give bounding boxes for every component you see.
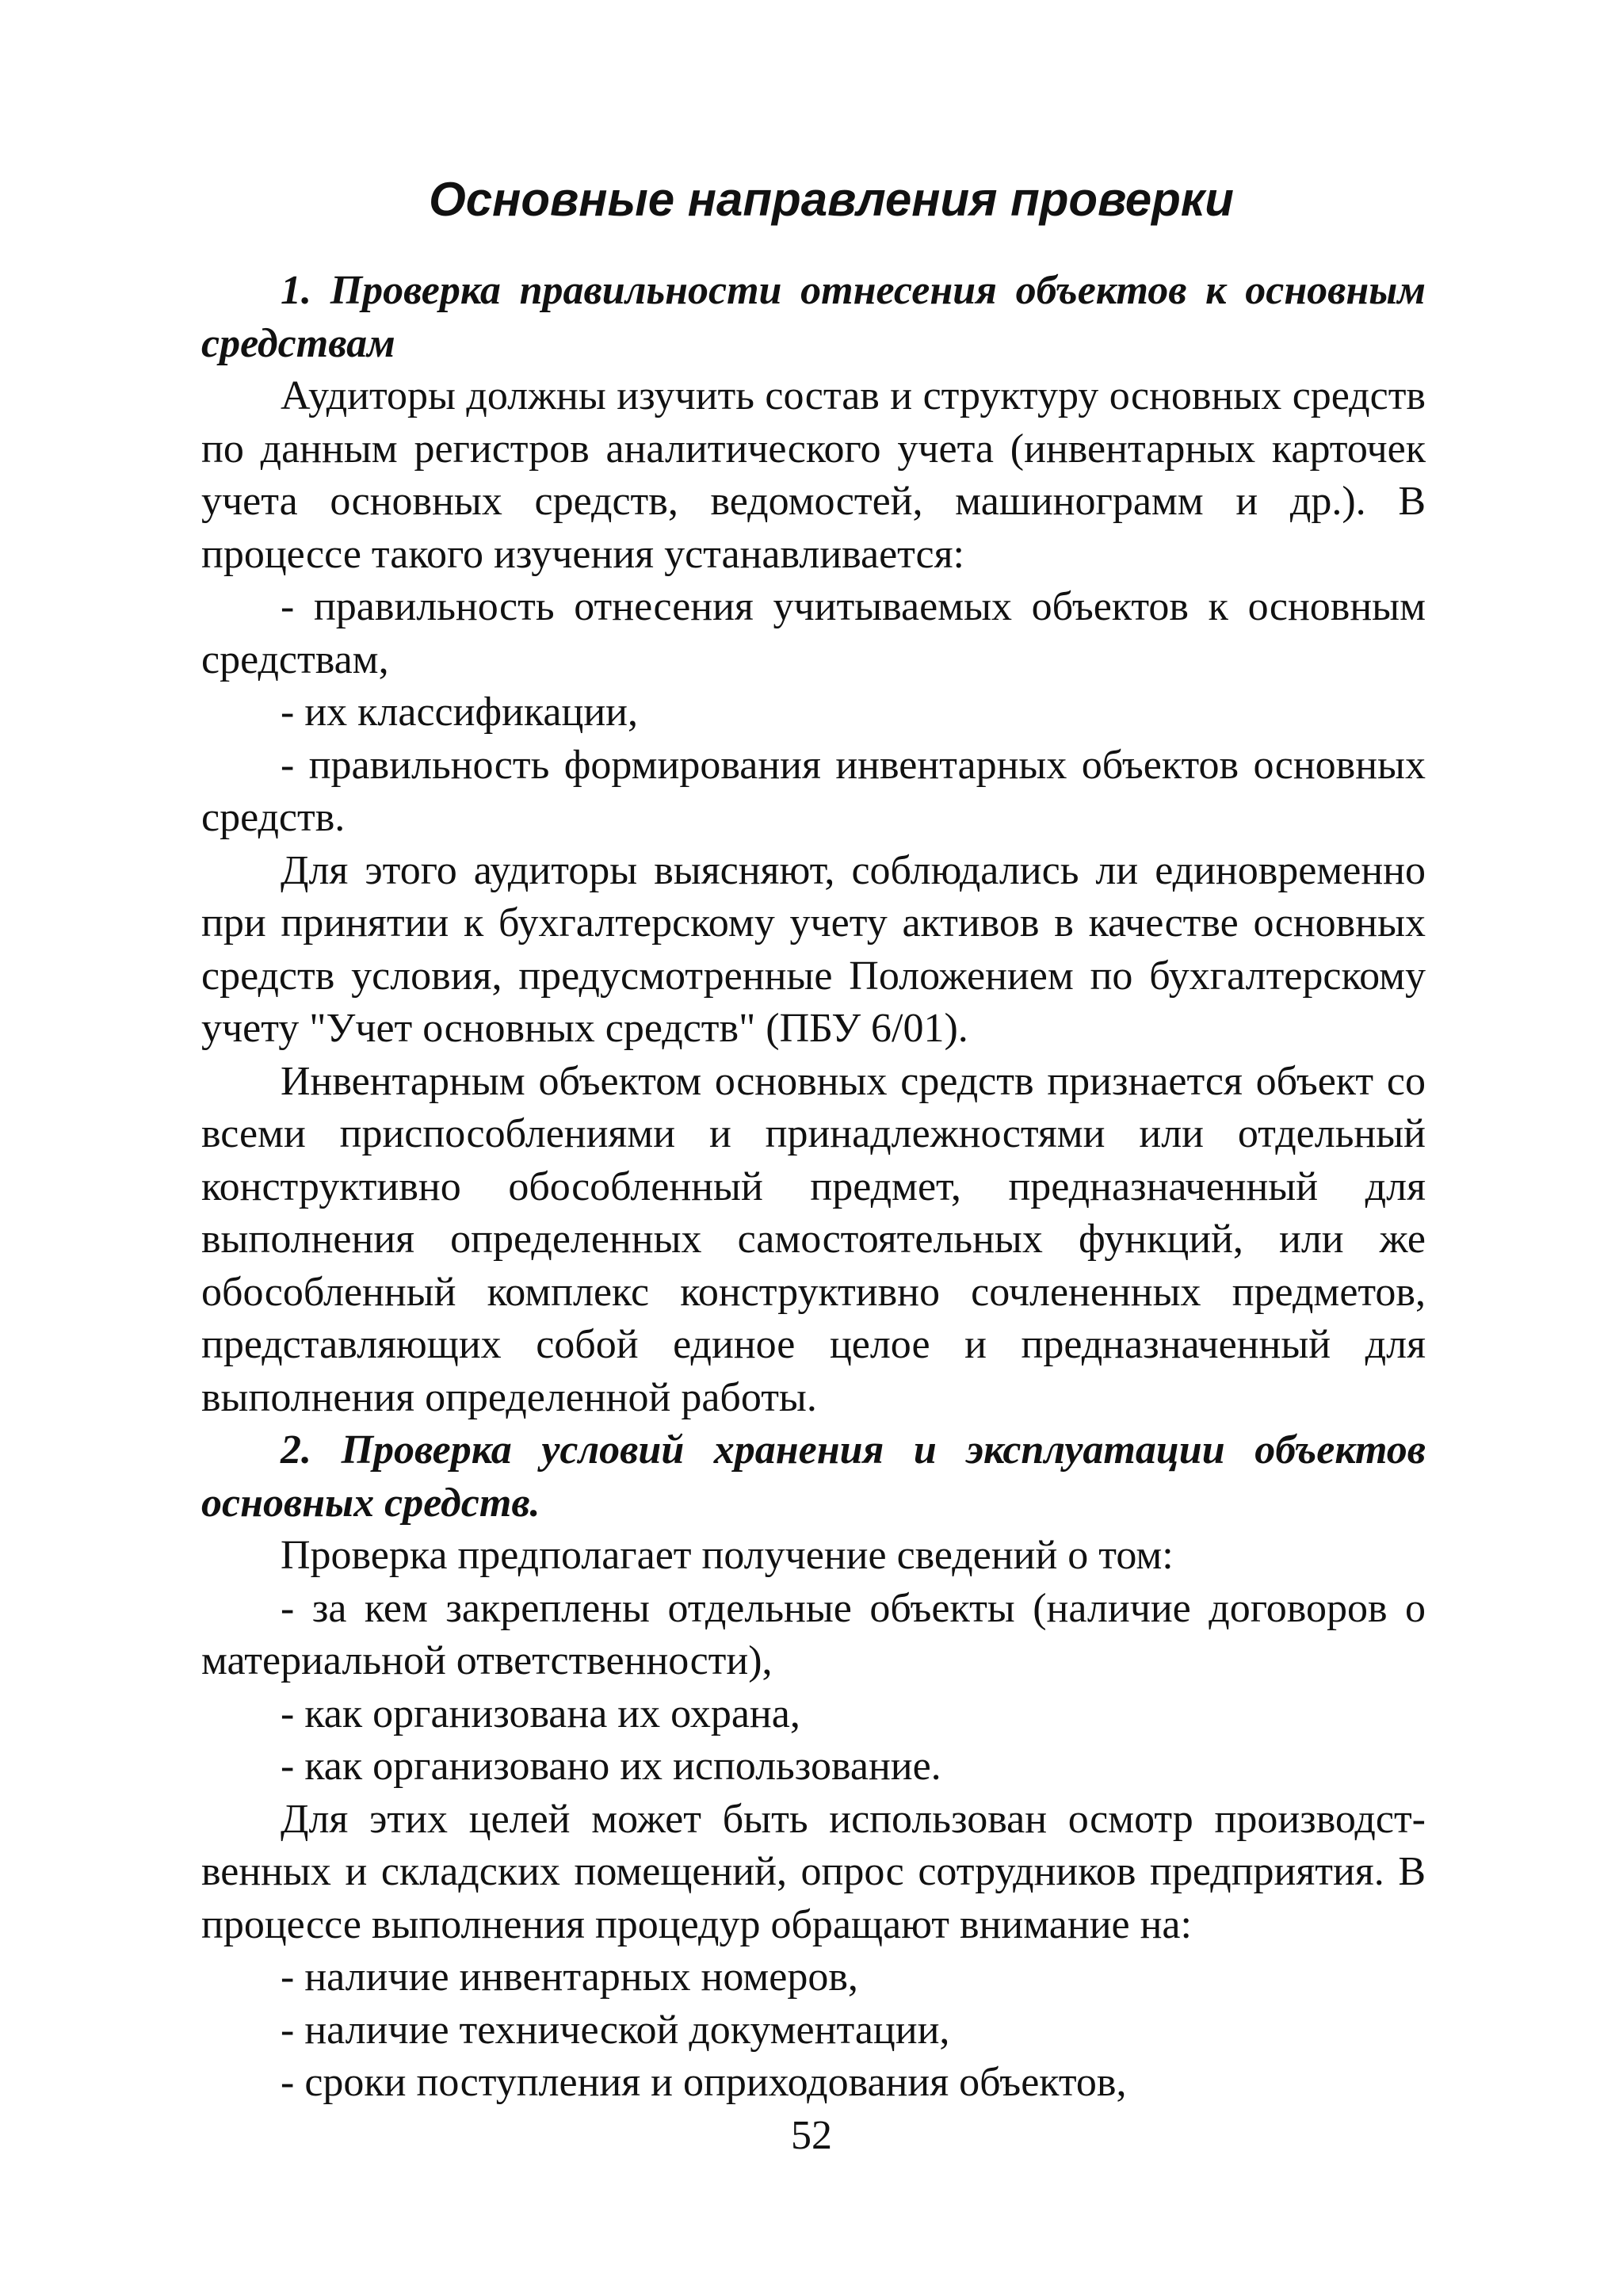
paragraph: - их классификации, [281,690,638,735]
paragraph-list [201,265,1426,2110]
paragraph: Инвентарным объектом основных средств признается объект со всеми приспособлениями и принадлежностями или отдельный конструктивно обособленный предмет, предназначенный для выполнения определенных самостоятельных функций, или же обособленный комплекс конструктивно сочлененных предметов, представляющих собой единое целое и предназначенный для выполнения определенной работы. [201,1058,1426,1420]
paragraph: - правильность отнесения учитываемых объектов к основным средствам, [201,584,1426,682]
paragraph: - как организовано их использование. [281,1744,941,1789]
paragraph: Для этих целей может быть использован осмотр производственных и складских помещений, опрос сотрудников предприятия. В процессе выполнения процедур обращают внимание на: [201,1796,1426,1947]
paragraph: - наличие технической документации, [281,2007,950,2053]
paragraph: Аудиторы должны изучить состав и структуру основных средств по данным регистров аналитического учета (инвентарных карточек учета основных средств, ведомостей, машинограмм и др.). В процессе такого изучения устанавливается: [201,373,1426,577]
page-number: 52 [791,2113,832,2158]
paragraph: - сроки поступления и оприходования объектов, [281,2060,1127,2105]
paragraph: - наличие инвентарных номеров, [281,1954,858,2000]
paragraph: - за кем закреплены отдельные объекты (наличие договоров о материальной ответственности), [201,1585,1426,1683]
section-heading: 2. Проверка условий хранения и эксплуатации объектов основных средств. [201,1427,1426,1526]
paragraph: - как организована их охрана, [281,1690,800,1736]
page-body [201,166,1426,2110]
paragraph: Проверка предполагает получение сведений о том: [281,1533,1174,1578]
paragraph: Для этого аудиторы выясняют, соблюдались ли единовременно при принятии к бухгалтерскому учету активов в качестве основных средств условия, предусмотренные Положением по бухгалтерскому учету "Учет основных средств" (ПБУ 6/01). [201,847,1426,1051]
section-heading: 1. Проверка правильности отнесения объектов к основным средствам [201,268,1426,366]
paragraph: - правильность формирования инвентарных объектов основных средств. [201,742,1426,840]
page-title: Основные направления проверки [429,173,1234,226]
